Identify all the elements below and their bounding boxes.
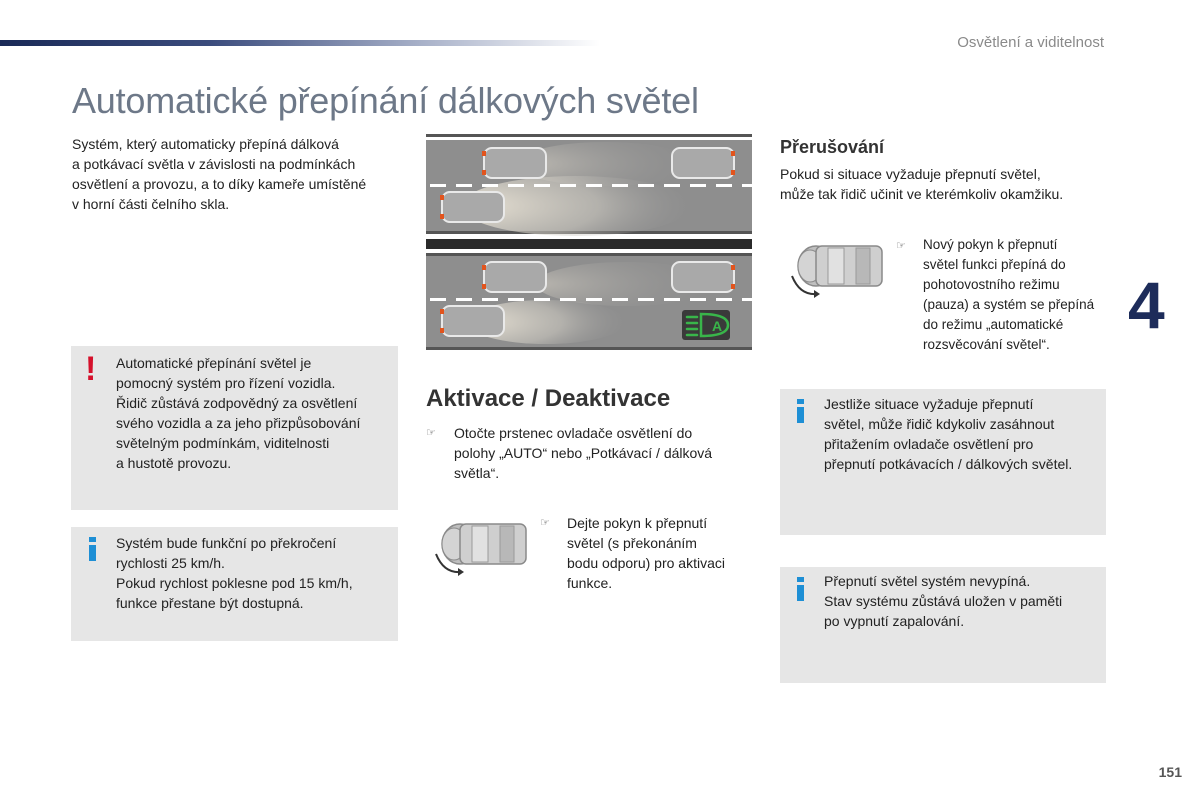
light-stalk-illustration-2 bbox=[784, 240, 888, 304]
interruption-step: Nový pokyn k přepnutí světel funkci přepíná do pohotovostního režimu (pauza) a systém se přepíná do režimu „automatické rozsvěcování světel“. bbox=[923, 237, 1095, 352]
info-speed-text: Systém bude funkční po překročení rychlosti 25 km/h. Pokud rychlost poklesne pod 15 km/h, funkce přestane být dostupná. bbox=[116, 535, 353, 611]
light-stalk-icon bbox=[784, 240, 888, 304]
info-icon bbox=[797, 577, 804, 601]
warning-box bbox=[71, 346, 398, 510]
warning-icon: ! bbox=[85, 350, 97, 388]
activation-step2: Dejte pokyn k přepnutí světel (s překonáním bodu odporu) pro aktivaci funkce. bbox=[567, 515, 725, 591]
info-switch-text: Jestliže situace vyžaduje přepnutí světel, může řidič kdykoliv zasáhnout přitažením ovladače osvětlení pro přepnutí potkávacích / dálkových světel. bbox=[824, 396, 1073, 472]
interruption-text: Pokud si situace vyžaduje přepnutí světel, může tak řidič učinit ve kterémkoliv okamžiku. bbox=[780, 166, 1064, 202]
auto-high-beam-indicator-icon bbox=[682, 310, 730, 340]
page-number: 151 bbox=[1158, 764, 1182, 780]
info-icon bbox=[797, 399, 804, 423]
interruption-heading: Přerušování bbox=[780, 137, 885, 157]
page-title: Automatické přepínání dálkových světel bbox=[72, 80, 699, 121]
road-illustration bbox=[426, 134, 752, 354]
light-stalk-icon bbox=[428, 518, 532, 582]
traffic-scene-image bbox=[426, 134, 752, 354]
info-box-speed bbox=[71, 527, 398, 641]
light-stalk-illustration bbox=[428, 518, 532, 582]
bullet-icon: ☞ bbox=[896, 240, 906, 252]
intro-text: Systém, který automaticky přepíná dálková a potkávací světla v závislosti na podmínkách osvětlení a provozu, a to díky kameře umístěné v horní části čelního skla. bbox=[72, 136, 367, 212]
chapter-number: 4 bbox=[1128, 268, 1165, 342]
info-box-memory bbox=[780, 567, 1106, 683]
info-memory-text: Přepnutí světel systém nevypíná. Stav systému zůstává uložen v paměti po vypnutí zapalování. bbox=[824, 573, 1063, 629]
header-gradient-bar bbox=[0, 40, 600, 46]
info-icon bbox=[89, 537, 96, 561]
info-box-switch bbox=[780, 389, 1106, 535]
bullet-icon: ☞ bbox=[540, 517, 550, 529]
bullet-icon: ☞ bbox=[426, 427, 436, 439]
indicator-letter: A bbox=[712, 318, 723, 334]
warning-text: Automatické přepínání světel je pomocný systém pro řízení vozidla. Řidič zůstává zodpovědný za osvětlení svého vozidla a za jeho přizpůsobování světelným podmínkám, viditelnosti a hustotě provozu. bbox=[116, 355, 361, 471]
activation-heading: Aktivace / Deaktivace bbox=[426, 385, 671, 412]
activation-step1: Otočte prstenec ovladače osvětlení do polohy „AUTO“ nebo „Potkávací / dálková světla“. bbox=[454, 425, 713, 481]
section-title: Osvětlení a viditelnost bbox=[957, 34, 1104, 51]
